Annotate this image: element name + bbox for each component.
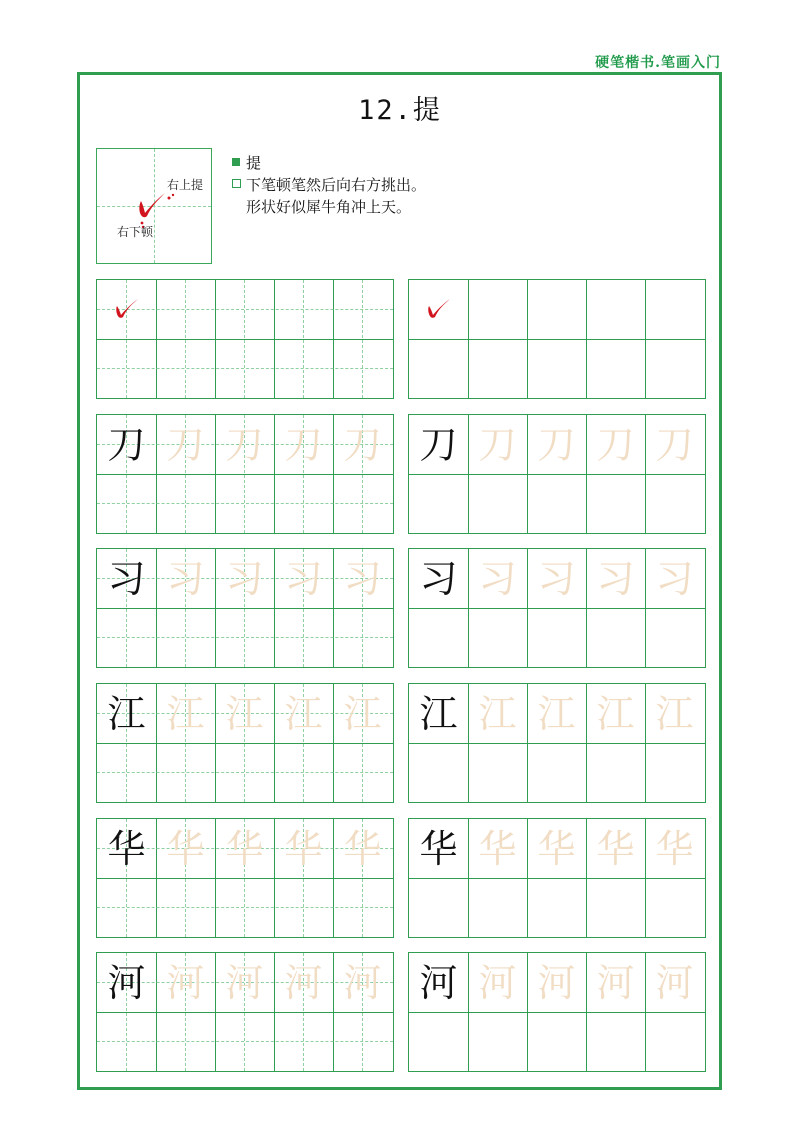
stroke-name-line <box>232 152 426 174</box>
grid-line <box>97 743 393 744</box>
tick-stroke-icon <box>97 149 213 265</box>
guide-line <box>303 280 304 398</box>
trace-character[interactable]: 河 <box>343 960 382 1005</box>
guide-line <box>97 1041 393 1042</box>
tick-stroke-icon <box>97 280 156 339</box>
trace-character[interactable]: 习 <box>343 556 382 601</box>
grid-line <box>409 743 705 744</box>
practice-block <box>96 414 394 534</box>
grid-line <box>409 608 705 609</box>
practice-block <box>96 548 394 668</box>
filled-square-icon <box>232 158 240 166</box>
trace-character[interactable]: 习 <box>225 556 264 601</box>
practice-block <box>96 279 394 399</box>
trace-character[interactable]: 刀 <box>343 422 382 467</box>
practice-block <box>408 683 706 803</box>
hollow-square-icon <box>232 179 241 188</box>
trace-character[interactable]: 华 <box>225 826 264 871</box>
trace-character[interactable]: 河 <box>166 960 205 1005</box>
model-character: 河 <box>419 960 458 1005</box>
model-character: 江 <box>419 691 458 736</box>
trace-character[interactable]: 华 <box>655 826 694 871</box>
practice-block <box>96 683 394 803</box>
stroke-demo-box <box>96 148 212 264</box>
trace-character[interactable]: 华 <box>596 826 635 871</box>
guide-line <box>244 280 245 398</box>
demo-label-up: 右上提 <box>167 178 204 192</box>
model-character: 华 <box>419 826 458 871</box>
grid-line <box>409 474 705 475</box>
trace-character[interactable]: 习 <box>655 556 694 601</box>
grid-line <box>409 878 705 879</box>
model-character: 刀 <box>107 422 146 467</box>
guide-line <box>97 907 393 908</box>
trace-character[interactable]: 华 <box>166 826 205 871</box>
trace-character[interactable]: 刀 <box>284 422 323 467</box>
trace-character[interactable]: 华 <box>284 826 323 871</box>
trace-character[interactable]: 江 <box>343 691 382 736</box>
description-line: 下笔顿笔然后向右方挑出。 <box>232 174 426 196</box>
trace-character[interactable]: 江 <box>478 691 517 736</box>
practice-block <box>408 818 706 938</box>
guide-line <box>362 280 363 398</box>
trace-character[interactable]: 河 <box>537 960 576 1005</box>
stroke-name: 提 <box>246 154 262 172</box>
guide-line <box>97 368 393 369</box>
trace-character[interactable]: 习 <box>537 556 576 601</box>
trace-character[interactable]: 刀 <box>655 422 694 467</box>
trace-character[interactable]: 江 <box>225 691 264 736</box>
model-character: 习 <box>419 556 458 601</box>
trace-character[interactable]: 河 <box>284 960 323 1005</box>
model-character: 习 <box>107 556 146 601</box>
grid-line <box>97 878 393 879</box>
guide-line <box>97 772 393 773</box>
trace-character[interactable]: 华 <box>343 826 382 871</box>
page-title: 12.提 <box>358 95 442 126</box>
description-line: 形状好似犀牛角冲上天。 <box>246 198 412 216</box>
practice-block <box>408 548 706 668</box>
trace-character[interactable]: 习 <box>166 556 205 601</box>
stroke-description <box>232 152 426 218</box>
practice-block <box>408 414 706 534</box>
trace-character[interactable]: 河 <box>596 960 635 1005</box>
trace-character[interactable]: 江 <box>596 691 635 736</box>
trace-character[interactable]: 江 <box>537 691 576 736</box>
model-character: 华 <box>107 826 146 871</box>
trace-character[interactable]: 刀 <box>537 422 576 467</box>
practice-block <box>96 952 394 1072</box>
model-character: 刀 <box>419 422 458 467</box>
guide-line <box>97 637 393 638</box>
trace-character[interactable]: 华 <box>537 826 576 871</box>
grid-line <box>97 474 393 475</box>
practice-block <box>96 818 394 938</box>
grid-line <box>97 339 393 340</box>
trace-character[interactable]: 刀 <box>225 422 264 467</box>
demo-label-down: 右下顿 <box>117 225 154 239</box>
practice-block <box>408 279 706 399</box>
grid-line <box>409 1012 705 1013</box>
series-label: 硬笔楷书.笔画入门 <box>595 55 721 71</box>
practice-block <box>408 952 706 1072</box>
trace-character[interactable]: 华 <box>478 826 517 871</box>
grid-line <box>409 339 705 340</box>
trace-character[interactable]: 习 <box>284 556 323 601</box>
grid-line <box>97 608 393 609</box>
guide-line <box>97 503 393 504</box>
trace-character[interactable]: 刀 <box>596 422 635 467</box>
trace-character[interactable]: 江 <box>655 691 694 736</box>
trace-character[interactable]: 江 <box>284 691 323 736</box>
trace-character[interactable]: 河 <box>655 960 694 1005</box>
guide-line <box>185 280 186 398</box>
trace-character[interactable]: 刀 <box>166 422 205 467</box>
trace-character[interactable]: 习 <box>478 556 517 601</box>
trace-character[interactable]: 江 <box>166 691 205 736</box>
grid-line <box>97 1012 393 1013</box>
trace-character[interactable]: 河 <box>478 960 517 1005</box>
trace-character[interactable]: 习 <box>596 556 635 601</box>
trace-character[interactable]: 河 <box>225 960 264 1005</box>
trace-character[interactable]: 刀 <box>478 422 517 467</box>
tick-stroke-icon <box>409 280 468 339</box>
model-character: 江 <box>107 691 146 736</box>
model-character: 河 <box>107 960 146 1005</box>
